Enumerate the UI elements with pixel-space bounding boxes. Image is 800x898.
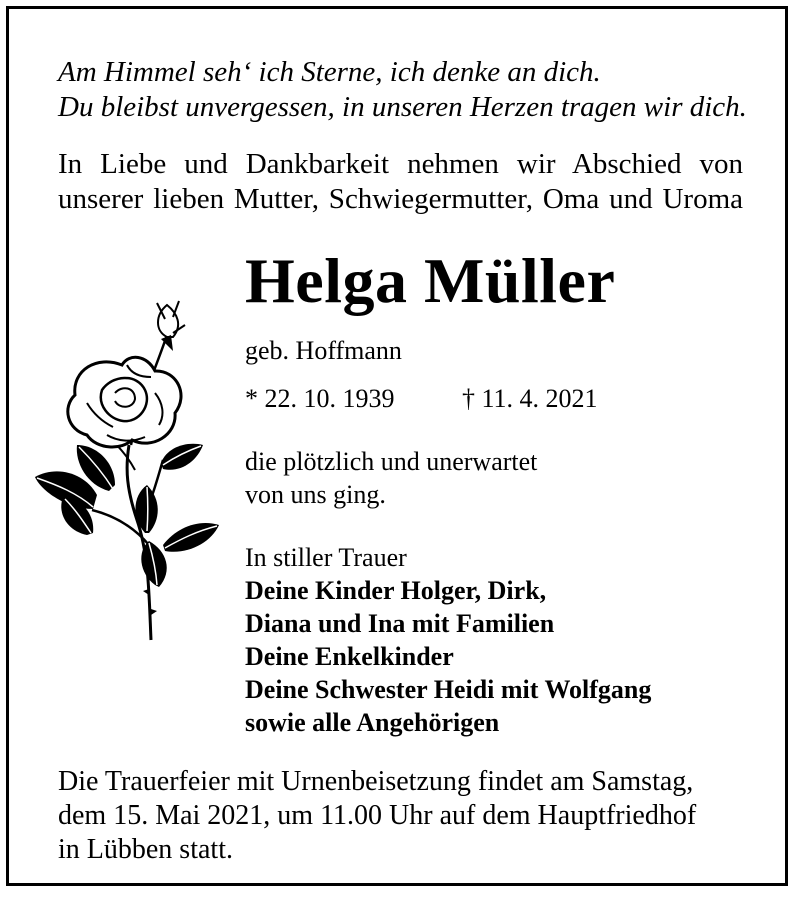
deceased-name: Helga Müller bbox=[245, 245, 616, 316]
obituary-notice bbox=[6, 6, 788, 886]
passing-text bbox=[245, 445, 537, 511]
rose-icon bbox=[27, 295, 227, 647]
motto-verse bbox=[58, 55, 747, 125]
death-date: † 11. 4. 2021 bbox=[462, 384, 598, 413]
intro-line: In Liebe und Dankbarkeit nehmen wir Abschied von bbox=[58, 148, 743, 180]
intro-text bbox=[58, 147, 743, 217]
mourners-list bbox=[245, 541, 651, 739]
mourner-line: Deine Kinder Holger, Dirk, bbox=[245, 576, 547, 605]
intro-line: unserer lieben Mutter, Schwiegermutter, Oma und Uroma bbox=[58, 183, 743, 215]
maiden-name: geb. Hoffmann bbox=[245, 336, 402, 365]
mourner-line: Deine Enkelkinder bbox=[245, 642, 454, 671]
motto-line: Am Himmel seh‘ ich Sterne, ich denke an dich. bbox=[58, 56, 601, 88]
service-line: dem 15. Mai 2021, um 11.00 Uhr auf dem Hauptfriedhof bbox=[58, 800, 697, 831]
mourner-line: Deine Schwester Heidi mit Wolfgang bbox=[245, 675, 652, 704]
mourners-intro: In stiller Trauer bbox=[245, 543, 407, 572]
passing-line: von uns ging. bbox=[245, 480, 386, 509]
mourner-line: sowie alle Angehörigen bbox=[245, 708, 500, 737]
birth-date: * 22. 10. 1939 bbox=[245, 384, 395, 413]
service-line: in Lübben statt. bbox=[58, 834, 233, 865]
funeral-service-info bbox=[58, 765, 696, 867]
motto-line: Du bleibst unvergessen, in unseren Herzen tragen wir dich. bbox=[58, 91, 747, 123]
mourner-line: Diana und Ina mit Familien bbox=[245, 609, 555, 638]
passing-line: die plötzlich und unerwartet bbox=[245, 447, 538, 476]
service-line: Die Trauerfeier mit Urnenbeisetzung findet am Samstag, bbox=[58, 766, 694, 797]
